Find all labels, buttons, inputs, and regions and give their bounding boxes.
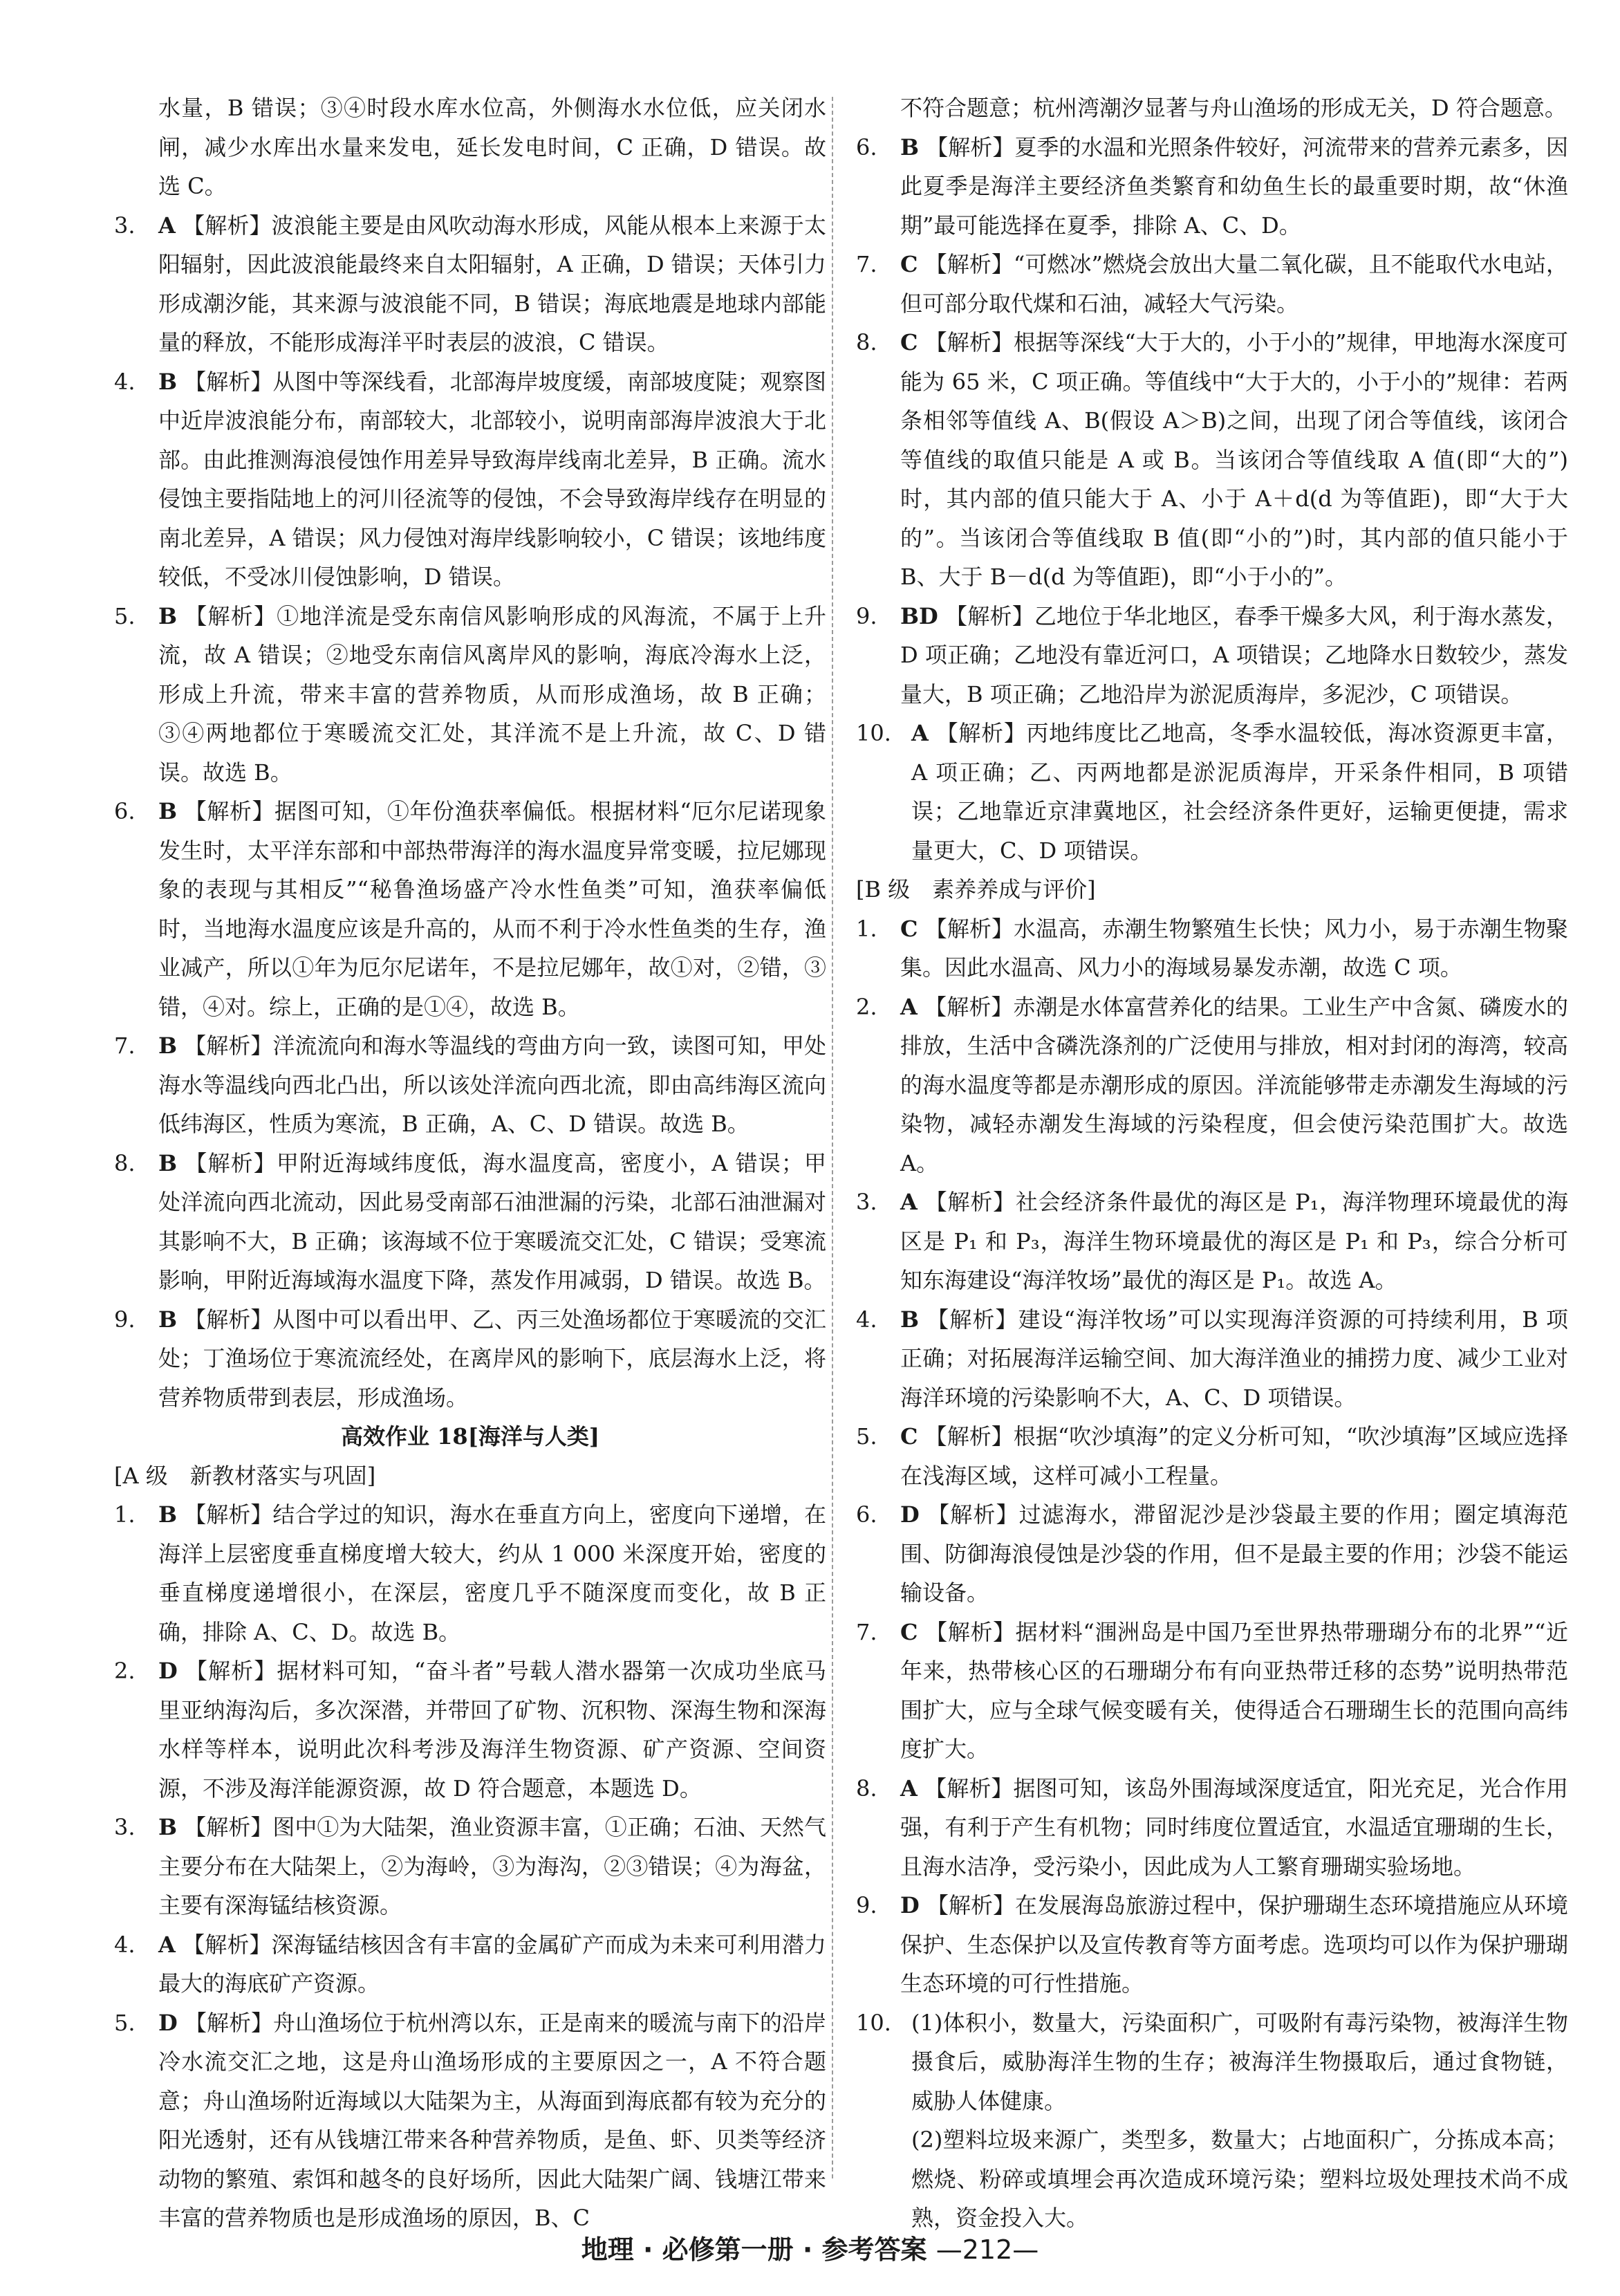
answer-text: 【解析】据图可知，①年份渔获率偏低。根据材料“厄尔尼诺现象发生时，太平洋东部和中部热带海洋的海水温度异常变暖，拉尼娜现象的表现与其相反”“秘鲁渔场盛产冷水性鱼类”可知，渔获率偏低时，当地海水温度应该是升高的，从而不利于冷水性鱼类的生存，渔业减产，所以①年为厄尔尼诺年，不是拉尼娜年，故①对，②错，③错，④对。综上，正确的是①④，故选 B。 (158, 798, 826, 1020)
answer-number: 8. (856, 1775, 877, 1802)
footer-title: 地理 · 必修第一册 · 参考答案 (581, 2234, 927, 2265)
paragraph: 不符合题意；杭州湾潮汐显著与舟山渔场的形成无关，D 符合题意。 (900, 95, 1567, 121)
answer-number: 7. (856, 1618, 877, 1645)
answer-item (856, 988, 1568, 1183)
answer-choice: C (900, 1618, 918, 1645)
answer-text: 【解析】从图中等深线看，北部海岸坡度缓，南部坡度陡；观察图中近岸波浪能分布，南部较大，北部较小，说明南部海岸波浪大于北部。由此推测海浪侵蚀作用差异导致海岸线南北差异，B 正确。流水侵蚀主要指陆地上的河川径流等的侵蚀，不会导致海岸线存在明显的南北差异，A 错误；风力侵蚀对海岸线影响较小，C 错误；该地纬度较低，不受冰川侵蚀影响，D 错误。 (158, 368, 826, 590)
answer-text: 【解析】图中①为大陆架，渔业资源丰富，①正确；石油、天然气主要分布在大陆架上，②为海岭，③为海沟，②③错误；④为海盆，主要有深海锰结核资源。 (158, 1814, 826, 1918)
answer-item (856, 1300, 1568, 1418)
answer-number: 8. (856, 329, 877, 355)
answer-number: 7. (856, 251, 877, 277)
answer-choice: B (158, 368, 178, 395)
answer-number: 3. (114, 212, 136, 239)
right-column (856, 89, 1568, 2238)
answer-choice: D (158, 1658, 178, 1684)
answer-number: 7. (114, 1033, 136, 1059)
answer-item (856, 1495, 1568, 1613)
answer-choice: A (911, 720, 929, 746)
answer-text: 【解析】社会经济条件最优的海区是 P₁，海洋物理环境最优的海区是 P₁ 和 P₃，海洋生物环境最优的海区是 P₁ 和 P₃，综合分析可知东海建设“海洋牧场”最优的海区是 P₁。故选 A。 (900, 1189, 1568, 1293)
section-heading: [B 级 素养养成与评价] (856, 876, 1096, 902)
section-heading: [A 级 新教材落实与巩固] (114, 1462, 376, 1489)
column-divider (832, 97, 833, 2178)
answer-text: 【解析】从图中可以看出甲、乙、丙三处渔场都位于寒暖流的交汇处；丁渔场位于寒流流经处，在离岸风的影响下，底层海水上泛，将营养物质带到表层，形成渔场。 (158, 1306, 826, 1411)
page-number: —212— (935, 2234, 1039, 2265)
answer-text: 【解析】建设“海洋牧场”可以实现海洋资源的可持续利用，B 项正确；对拓展海洋运输空间、加大海洋渔业的捕捞力度、减少工业对海洋环境的污染影响不大，A、C、D 项错误。 (900, 1306, 1568, 1411)
answer-item (856, 909, 1568, 988)
answer-text: 【解析】据图可知，该岛外围海域深度适宜，阳光充足，光合作用强，有利于产生有机物；同时纬度位置适宜，水温适宜珊瑚的生长，且海水洁净，受污染小，因此成为人工繁育珊瑚实验场地。 (900, 1775, 1568, 1880)
answer-item (114, 2003, 826, 2238)
answer-choice: B (900, 133, 920, 160)
answer-item (856, 597, 1568, 714)
answer-number: 1. (856, 915, 877, 942)
answer-number: 2. (856, 993, 877, 1020)
answer-number: 6. (114, 798, 136, 824)
answer-choice: B (158, 1501, 178, 1528)
answer-item (856, 2003, 1568, 2238)
answer-text: 【解析】据材料“涠洲岛是中国乃至世界热带珊瑚分布的北界”“近年来，热带核心区的石珊瑚分布有向亚热带迁移的态势”说明热带范围扩大，应与全球气候变暖有关，使得适合石珊瑚生长的范围向高纬度扩大。 (900, 1618, 1569, 1762)
answer-number: 5. (856, 1423, 877, 1450)
answer-number: 1. (114, 1501, 136, 1528)
answer-text: 【解析】“可燃冰”燃烧会放出大量二氧化碳，且不能取代水电站，但可部分取代煤和石油，减轻大气污染。 (900, 251, 1568, 317)
answer-choice: B (158, 602, 178, 629)
answer-number: 3. (114, 1814, 136, 1840)
answer-number: 9. (856, 602, 877, 629)
answer-text: 【解析】结合学过的知识，海水在垂直方向上，密度向下递增，在海洋上层密度垂直梯度增大较大，约从 1 000 米深度开始，密度的垂直梯度递增很小，在深层，密度几乎不随深度而变化，故 B 正确，排除 A、C、D。故选 B。 (158, 1501, 826, 1645)
answer-item (856, 323, 1568, 597)
answer-text: 【解析】①地洋流是受东南信风影响形成的风海流，不属于上升流，故 A 错误；②地受东南信风离岸风的影响，海底冷海水上泛，形成上升流，带来丰富的营养物质，从而形成渔场，故 B 正确；③④两地都位于寒暖流交汇处，其洋流不是上升流，故 C、D 错误。故选 B。 (158, 602, 826, 786)
answer-list (856, 128, 1568, 871)
answer-text: 【解析】甲附近海域纬度低，海水温度高，密度小，A 错误；甲处洋流向西北流动，因此易受南部石油泄漏的污染，北部石油泄漏对其影响不大，B 正确；该海域不位于寒暖流交汇处，C 错误；受寒流影响，甲附近海域海水温度下降，蒸发作用减弱，D 错误。故选 B。 (158, 1149, 826, 1293)
answer-choice: B (158, 1306, 178, 1333)
answer-item (856, 128, 1568, 246)
answer-text: 【解析】过滤海水，滞留泥沙是沙袋最主要的作用；圈定填海范围、防御海浪侵蚀是沙袋的作用，但不是最主要的作用；沙袋不能运输设备。 (900, 1501, 1568, 1606)
answer-choice: C (900, 915, 918, 942)
answer-number: 10. (856, 2009, 891, 2036)
answer-text: 【解析】根据“吹沙填海”的定义分析可知，“吹沙填海”区域应选择在浅海区域，这样可减小工程量。 (900, 1423, 1568, 1489)
answer-choice: BD (900, 602, 938, 629)
answer-number: 3. (856, 1189, 877, 1215)
answer-list (114, 1495, 826, 2238)
answer-choice: D (900, 1501, 920, 1528)
answer-number: 4. (114, 368, 136, 395)
answer-number: 4. (856, 1306, 877, 1333)
answer-number: 8. (114, 1149, 136, 1176)
answer-text: 【解析】乙地位于华北地区，春季干燥多大风，利于海水蒸发，D 项正确；乙地没有靠近河口，A 项错误；乙地降水日数较少，蒸发量大，B 项正确；乙地沿岸为淤泥质海岸，多泥沙，C 项错误。 (900, 602, 1568, 707)
answer-text: 【解析】夏季的水温和光照条件较好，河流带来的营养元素多，因此夏季是海洋主要经济鱼类繁育和幼鱼生长的最重要时期，故“休渔期”最可能选择在夏季，排除 A、C、D。 (900, 133, 1568, 239)
answer-item (114, 1300, 826, 1418)
answer-item (856, 1769, 1568, 1887)
answer-text: (2)塑料垃圾来源广，类型多，数量大；占地面积广，分拣成本高；燃烧、粉碎或填埋会再次造成环境污染；塑料垃圾处理技术尚不成熟，资金投入大。 (911, 2127, 1568, 2231)
answer-number: 6. (856, 1501, 877, 1528)
answer-number: 9. (114, 1306, 136, 1333)
answer-text: 【解析】在发展海岛旅游过程中，保护珊瑚生态环境措施应从环境保护、生态保护以及宣传教育等方面考虑。选项均可以作为保护珊瑚生态环境的可行性措施。 (900, 1892, 1568, 1997)
answer-list (856, 909, 1568, 2003)
answer-item (114, 1144, 826, 1300)
answer-text: 【解析】水温高，赤潮生物繁殖生长快；风力小，易于赤潮生物聚集。因此水温高、风力小的海域易暴发赤潮，故选 C 项。 (900, 915, 1568, 981)
answer-choice: B (158, 1814, 178, 1840)
answer-text: 【解析】根据等深线“大于大的，小于小的”规律，甲地海水深度可能为 65 米，C 项正确。等值线中“大于大的，小于小的”规律：若两条相邻等值线 A、B(假设 A＞B)之间，出现了闭合等值线，该闭合等值线的取值只能是 A 或 B。当该闭合等值线取 A 值(即“大的”)时，其内部的值只能大于 A、小于 A＋d(d 为等值距)，即“大于大的”。当该闭合等值线取 B 值(即“小的”)时，其内部的值只能小于 B、大于 B－d(d 为等值距)，即“小于小的”。 (900, 329, 1568, 590)
answer-choice: D (158, 2009, 178, 2036)
page-footer (0, 2228, 1620, 2266)
answer-choice: A (900, 1775, 918, 1802)
answer-text: 【解析】深海锰结核因含有丰富的金属矿产而成为未来可利用潜力最大的海底矿产资源。 (158, 1931, 826, 1997)
answer-item (856, 1613, 1568, 1769)
answer-number: 4. (114, 1931, 136, 1958)
answer-number: 5. (114, 2009, 136, 2036)
answer-choice: A (900, 1189, 918, 1215)
answer-item (114, 1808, 826, 1925)
answer-text: 【解析】赤潮是水体富营养化的结果。工业生产中含氮、磷废水的排放，生活中含磷洗涤剂的广泛使用与排放，相对封闭的海湾，较高的海水温度等都是赤潮形成的原因。洋流能够带走赤潮发生海域的污染物，减轻赤潮发生海域的污染程度，但会使污染范围扩大。故选 A。 (900, 993, 1568, 1176)
answer-choice: A (158, 1931, 176, 1958)
answer-choice: B (158, 798, 178, 824)
answer-item (114, 1495, 826, 1651)
answer-choice: C (900, 329, 918, 355)
answer-list (114, 206, 826, 1418)
answer-choice: B (158, 1033, 178, 1059)
answer-item (114, 1651, 826, 1808)
answer-choice: C (900, 1423, 918, 1450)
answer-text: 【解析】丙地纬度比乙地高，冬季水温较低，海冰资源更丰富，A 项正确；乙、丙两地都是淤泥质海岸，开采条件相同，B 项错误；乙地靠近京津冀地区，社会经济条件更好，运输更便捷，需求量更大，C、D 项错误。 (911, 720, 1568, 864)
answer-item (114, 1925, 826, 2003)
answer-choice: A (158, 212, 176, 239)
answer-choice: C (900, 251, 918, 277)
answer-choice: A (900, 993, 918, 1020)
answer-item (856, 245, 1568, 323)
left-column (114, 89, 826, 2238)
answer-item (114, 792, 826, 1026)
answer-item (856, 1417, 1568, 1495)
answer-text: 【解析】洋流流向和海水等温线的弯曲方向一致，读图可知，甲处海水等温线向西北凸出，所以该处洋流向西北流，即由高纬海区流向低纬海区，性质为寒流，B 正确，A、C、D 错误。故选 B。 (158, 1033, 826, 1137)
answer-number: 2. (114, 1658, 136, 1684)
answer-item (856, 1183, 1568, 1300)
answer-text: 【解析】据材料可知，“奋斗者”号载人潜水器第一次成功坐底马里亚纳海沟后，多次深潜，并带回了矿物、沉积物、深海生物和深海水样等样本，说明此次科考涉及海洋生物资源、矿产资源、空间资源，不涉及海洋能源资源，故 D 符合题意，本题选 D。 (158, 1658, 826, 1802)
answer-number: 6. (856, 133, 877, 160)
answer-item (114, 1026, 826, 1144)
answer-item (114, 206, 826, 362)
answer-choice: B (900, 1306, 920, 1333)
answer-choice: D (900, 1892, 920, 1918)
answer-text: 【解析】波浪能主要是由风吹动海水形成，风能从根本上来源于太阳辐射，因此波浪能最终来自太阳辐射，A 正确，D 错误；天体引力形成潮汐能，其来源与波浪能不同，B 错误；海底地震是地球内部能量的释放，不能形成海洋平时表层的波浪，C 错误。 (158, 212, 826, 355)
answer-text: (1)体积小，数量大，污染面积广，可吸附有毒污染物，被海洋生物摄食后，威胁海洋生物的生存；被海洋生物摄取后，通过食物链，威胁人体健康。 (911, 2009, 1568, 2114)
answer-text: 【解析】舟山渔场位于杭州湾以东，正是南来的暖流与南下的沿岸冷水流交汇之地，这是舟山渔场形成的主要原因之一，A 不符合题意；舟山渔场附近海域以大陆架为主，从海面到海底都有较为充分的阳光透射，还有从钱塘江带来各种营养物质，是鱼、虾、贝类等经济动物的繁殖、索饵和越冬的良好场所，因此大陆架广阔、钱塘江带来丰富的营养物质也是形成渔场的原因，B、C (158, 2009, 826, 2231)
answer-item (856, 1886, 1568, 2003)
answer-number: 5. (114, 602, 136, 629)
answer-number: 10. (856, 720, 891, 746)
answer-number: 9. (856, 1892, 877, 1918)
answer-item (856, 714, 1568, 870)
paragraph: 水量，B 错误；③④时段水库水位高，外侧海水水位低，应关闭水闸，减少水库出水量来发电，延长发电时间，C 正确，D 错误。故选 C。 (158, 95, 826, 199)
answer-choice: B (158, 1149, 178, 1176)
answer-item (114, 597, 826, 793)
answer-item (114, 362, 826, 597)
section-title: 高效作业 18[海洋与人类] (341, 1423, 599, 1450)
